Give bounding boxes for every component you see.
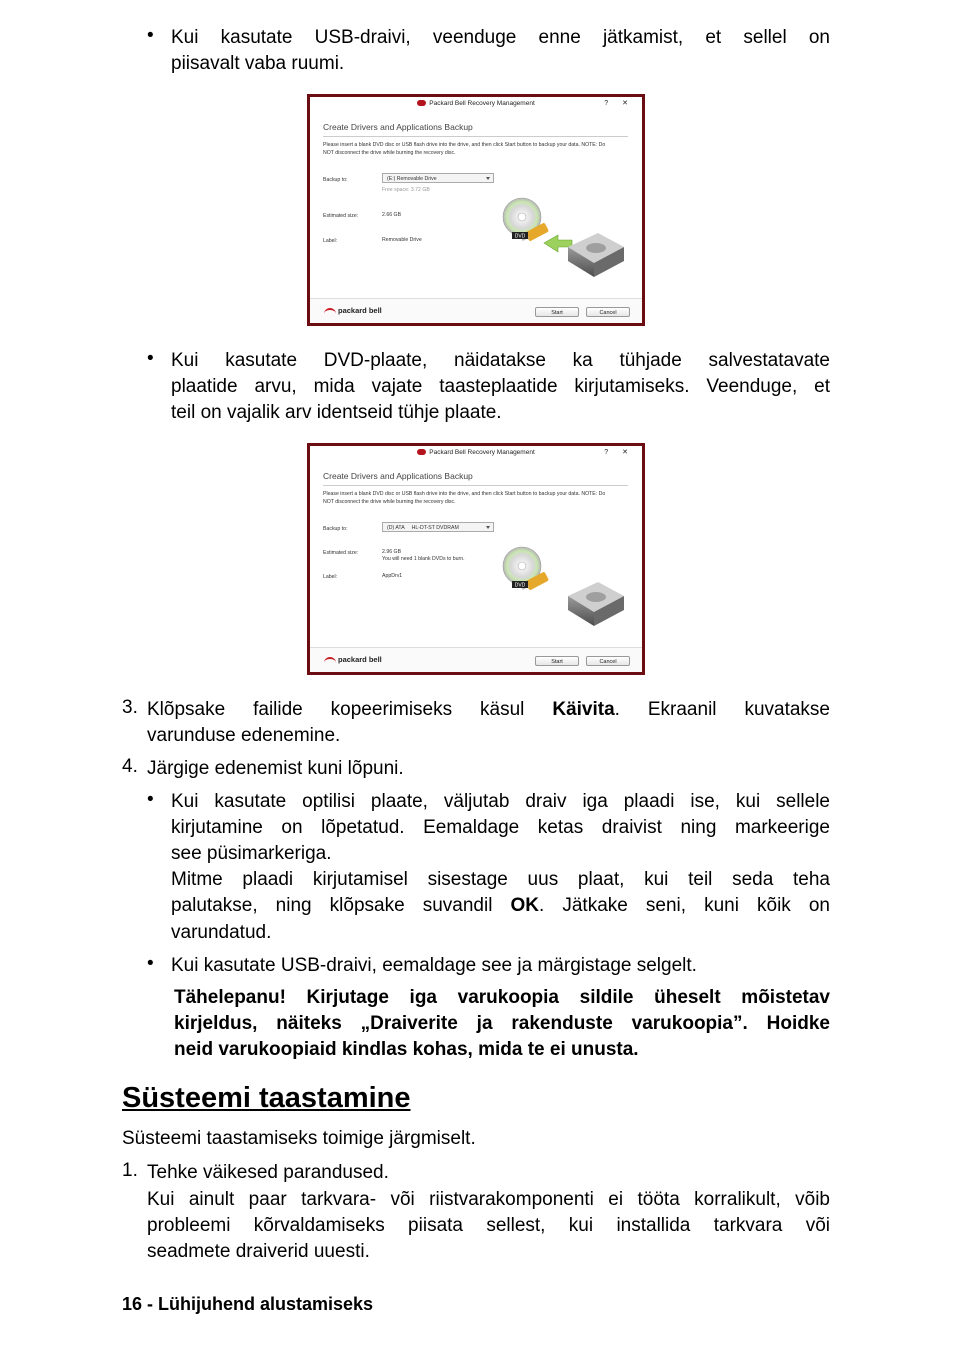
usb-intro-line2: piisavalt vaba ruumi. (171, 53, 345, 74)
backup-illustration (498, 546, 628, 631)
packard-bell-logo (324, 655, 382, 664)
backup-to-label: Backup to: (323, 177, 348, 183)
optical-line1: Kui kasutate optilisi plaate, väljutab draiv iga plaadi ise, kui sellele (171, 791, 830, 812)
app-icon (417, 100, 426, 106)
step1-line1: Kui ainult paar tarkvara- või riistvarakomponenti ei tööta korralikult, võib (147, 1189, 830, 1210)
step3-text-a: Klõpsake failide kopeerimiseks käsul (147, 699, 553, 720)
chevron-down-icon (486, 526, 490, 529)
logo-text: packard bell (338, 655, 382, 664)
backup-to-value: (E:) Removable Drive (387, 176, 437, 182)
optical-line2: kirjutamine on lõpetatud. Eemaldage ketas draivist ning markeerige (171, 817, 830, 838)
dvd-intro-line2: plaatide arvu, mida vajate taasteplaatide kirjutamiseks. Veenduge, et (171, 376, 830, 397)
window-controls[interactable]: ? ✕ (604, 449, 634, 456)
estimated-size-value: 2.66 GB (382, 212, 402, 218)
instructions (323, 141, 623, 157)
window-controls[interactable]: ? ✕ (604, 100, 634, 107)
screenshot-usb-backup (307, 94, 645, 326)
window-heading: Create Drivers and Applications Backup (323, 471, 473, 481)
screenshot-dvd-backup (307, 443, 645, 675)
step1-line3: seadmete draiverid uuesti. (147, 1241, 370, 1262)
backup-to-value: (D) ATA HL-DT-ST DVDRAM (387, 525, 459, 531)
step4-text: Järgige edenemist kuni lõpuni. (147, 758, 404, 779)
cancel-button[interactable]: Cancel (586, 656, 630, 666)
packard-bell-logo (324, 306, 382, 315)
bullet: • (147, 348, 154, 369)
logo-swoosh-icon (324, 657, 336, 664)
page-footer: 16 - Lühijuhend alustamiseks (122, 1294, 374, 1314)
window-title: Packard Bell Recovery Management (429, 100, 535, 107)
bullet: • (147, 25, 154, 46)
estimated-note: You will need 1 blank DVDs to burn. (382, 556, 465, 562)
step1-title: Tehke väikesed parandused. (147, 1162, 389, 1183)
instruction-line2: NOT disconnect the drive while burning the recovery disc. (323, 150, 456, 156)
dvd-badge-text: DVD (514, 582, 526, 589)
window-footer (310, 647, 642, 672)
start-button[interactable]: Start (535, 307, 579, 317)
backup-to-label: Backup to: (323, 526, 348, 532)
optical-line3: see püsimarkeriga. (171, 843, 332, 864)
estimated-size-value: 2.96 GB (382, 549, 402, 555)
optical-line5 (171, 893, 830, 919)
label-value: AppDrv1 (382, 573, 403, 579)
divider (323, 136, 628, 137)
note-line1: Tähelepanu! Kirjutage iga varukoopia sildile üheselt mõistetav (174, 987, 830, 1008)
section-intro: Süsteemi taastamiseks toimige järgmiselt. (122, 1128, 476, 1149)
start-button[interactable]: Start (535, 656, 579, 666)
step1-line2: probleemi kõrvaldamiseks piisata sellest, kui installida tarkvara või (147, 1215, 830, 1236)
label-label: Label: (323, 238, 338, 244)
recovery-window (310, 446, 642, 672)
step-number: 4. (122, 756, 138, 777)
step-number: 3. (122, 697, 138, 718)
hard-drive-icon (568, 582, 624, 626)
cancel-button[interactable]: Cancel (586, 307, 630, 317)
logo-swoosh-icon (324, 308, 336, 315)
instruction-line1: Please insert a blank DVD disc or USB flash drive into the drive, and then click Start button to backup your data. NOTE: Do (323, 491, 606, 497)
backup-to-select[interactable] (382, 173, 494, 183)
window-heading: Create Drivers and Applications Backup (323, 122, 473, 132)
step-number: 1. (122, 1160, 138, 1181)
recovery-window (310, 97, 642, 323)
backup-illustration (498, 197, 628, 282)
optical-bold: OK (510, 895, 539, 916)
bullet: • (147, 789, 154, 810)
estimated-size-label: Estimated size: (323, 213, 359, 219)
section-title: Süsteemi taastamine (122, 1082, 411, 1114)
step3-text-b: . Ekraanil kuvatakse (614, 699, 830, 720)
hard-drive-icon (568, 233, 624, 277)
instruction-line1: Please insert a blank DVD disc or USB flash drive into the drive, and then click Start button to backup your data. NOTE: Do (323, 142, 606, 148)
estimated-size-label: Estimated size: (323, 550, 359, 556)
note-line2: kirjeldus, näiteks „Draiverite ja rakenduste varukoopia”. Hoidke (174, 1013, 830, 1034)
app-icon (417, 449, 426, 455)
optical-line6: varundatud. (171, 922, 272, 943)
step3-line2: varunduse edenemine. (147, 725, 341, 746)
backup-to-select[interactable] (382, 522, 494, 532)
dvd-badge-text: DVD (514, 233, 526, 240)
logo-text: packard bell (338, 306, 382, 315)
label-label: Label: (323, 574, 338, 580)
optical-text-a: palutakse, ning klõpsake suvandil (171, 895, 511, 916)
note-line3: neid varukoopiaid kindlas kohas, mida te ei unusta. (174, 1039, 639, 1060)
arrow-left-icon (544, 235, 572, 252)
optical-text-b: . Jätkake seni, kuni kõik on (539, 895, 830, 916)
instruction-line2: NOT disconnect the drive while burning the recovery disc. (323, 499, 456, 505)
dvd-intro-line1: Kui kasutate DVD-plaate, näidatakse ka tühjade salvestatavate (171, 350, 830, 371)
dvd-intro-line3: teil on vajalik arv identseid tühje plaate. (171, 402, 502, 423)
chevron-down-icon (486, 177, 490, 180)
window-title: Packard Bell Recovery Management (429, 449, 535, 456)
optical-line4: Mitme plaadi kirjutamisel sisestage uus plaat, kui teil seda teha (171, 869, 830, 890)
divider (323, 485, 628, 486)
window-footer (310, 298, 642, 323)
usb-after-text: Kui kasutate USB-draivi, eemaldage see ja märgistage selgelt. (171, 955, 697, 976)
instructions (323, 490, 623, 506)
step3-bold: Käivita (552, 699, 615, 720)
free-space: Free space: 3.72 GB (382, 187, 430, 193)
usb-intro-line1: Kui kasutate USB-draivi, veenduge enne jätkamist, et sellel on (171, 27, 830, 48)
step3-line1 (147, 697, 830, 723)
bullet: • (147, 953, 154, 974)
label-value: Removable Drive (382, 237, 422, 243)
